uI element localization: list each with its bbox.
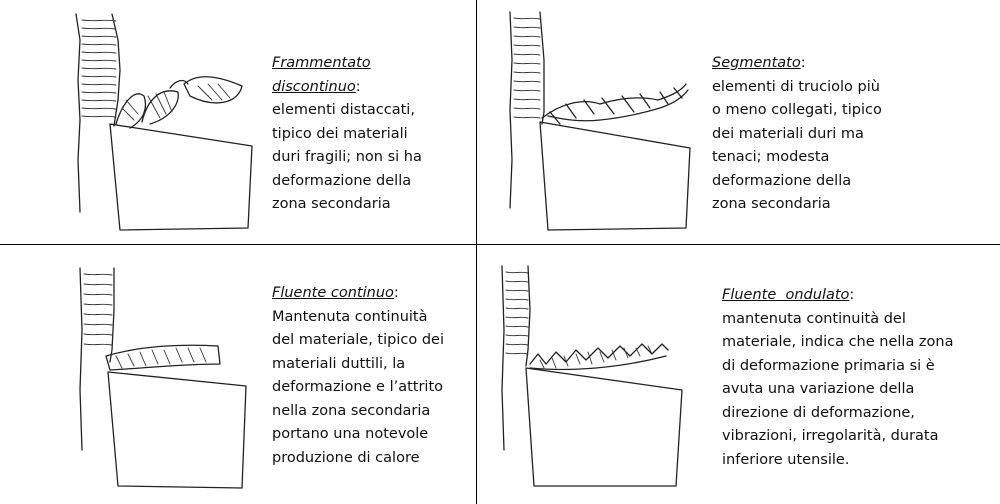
sketch-continuous-chip [0,250,260,500]
body-line: di deformazione primaria si è [722,357,935,374]
hatch-stroke [82,20,116,21]
caption-frammentato [272,52,422,217]
title-colon: : [355,78,361,95]
body-line: direzione di deformazione, [722,404,915,421]
body-line: tipico dei materiali [272,125,408,142]
sketch-fragmented-chip [0,0,280,240]
hatch-stroke [82,92,116,93]
panel-title: Frammentato [272,55,371,71]
hatch-stroke [506,290,528,291]
body-line: deformazione della [272,172,412,189]
hatch-stroke [82,68,116,69]
body-line: deformazione della [712,172,852,189]
hatch-stroke [506,326,528,327]
hatch-stroke [506,281,528,282]
hatch-stroke [506,335,528,336]
hatch-stroke [514,45,540,46]
caption-fluente-continuo [272,282,444,470]
hatch-stroke [82,44,116,45]
hatch-stroke [84,284,112,285]
panel-title: Fluente ondulato [722,287,850,303]
hatch-stroke [82,84,116,85]
sketch-wavy-chip [490,250,720,500]
hatch-stroke [506,299,528,300]
body-line: o meno collegati, tipico [712,102,882,118]
hatch-stroke [514,72,540,73]
hatch-stroke [82,52,116,53]
body-line: mantenuta continuità del [722,310,906,327]
hatch-stroke [506,344,528,345]
hatch-stroke [84,314,112,315]
caption-segmentato [712,52,882,217]
hatch-stroke [82,36,116,37]
hatch-stroke [514,90,540,91]
panel-title-line2: discontinuo [272,78,356,95]
hatch-stroke [506,353,528,354]
body-line: duri fragili; non si ha [272,149,422,165]
body-line: elementi di truciolo più [712,78,880,95]
hatch-stroke [514,99,540,100]
title-colon: : [800,55,806,71]
body-line: materiale, indica che nella zona [722,334,954,350]
body-line: avuta una variazione della [722,381,915,397]
hatch-stroke [514,54,540,55]
body-line: portano una notevole [272,426,429,442]
title-colon: : [849,287,855,303]
body-line: dei materiali duri ma [712,125,864,142]
hatch-stroke [514,18,540,19]
hatch-stroke [84,324,112,325]
hatch-stroke [84,344,112,345]
hatch-stroke [506,317,528,318]
panel-title: Segmentato [712,55,801,71]
body-line: produzione di calore [272,449,420,466]
caption-fluente-ondulato [722,284,954,472]
hatch-stroke [514,63,540,64]
body-line: del materiale, tipico dei [272,332,444,348]
hatch-stroke [84,274,112,275]
body-line: Mantenuta continuità [272,308,428,325]
horizontal-divider [0,244,1000,245]
sketch-segmented-chip [490,0,720,240]
hatch-stroke [82,108,116,109]
hatch-stroke [506,308,528,309]
hatch-stroke [82,60,116,61]
body-line: zona secondaria [272,196,391,212]
body-line: vibrazioni, irregolarità, durata [722,428,939,444]
vertical-divider [476,0,477,504]
body-line: elementi distaccati, [272,102,415,118]
hatch-stroke [514,117,540,118]
hatch-stroke [514,27,540,28]
hatch-stroke [506,272,528,273]
hatch-stroke [514,108,540,109]
hatch-stroke [82,28,116,29]
body-line: deformazione e l’attrito [272,379,444,395]
body-line: tenaci; modesta [712,149,830,165]
body-line: nella zona secondaria [272,402,431,419]
hatch-stroke [82,76,116,77]
panel-title: Fluente continuo [272,285,394,301]
hatch-stroke [84,334,112,335]
body-line: materiali duttili, la [272,355,406,372]
hatch-stroke [84,294,112,295]
hatch-stroke [514,36,540,37]
hatch-stroke [84,304,112,305]
hatch-stroke [514,81,540,82]
title-colon: : [393,285,399,301]
body-line: zona secondaria [712,196,831,212]
hatch-stroke [82,116,116,117]
body-line: inferiore utensile. [722,451,850,468]
hatch-stroke [82,100,116,101]
